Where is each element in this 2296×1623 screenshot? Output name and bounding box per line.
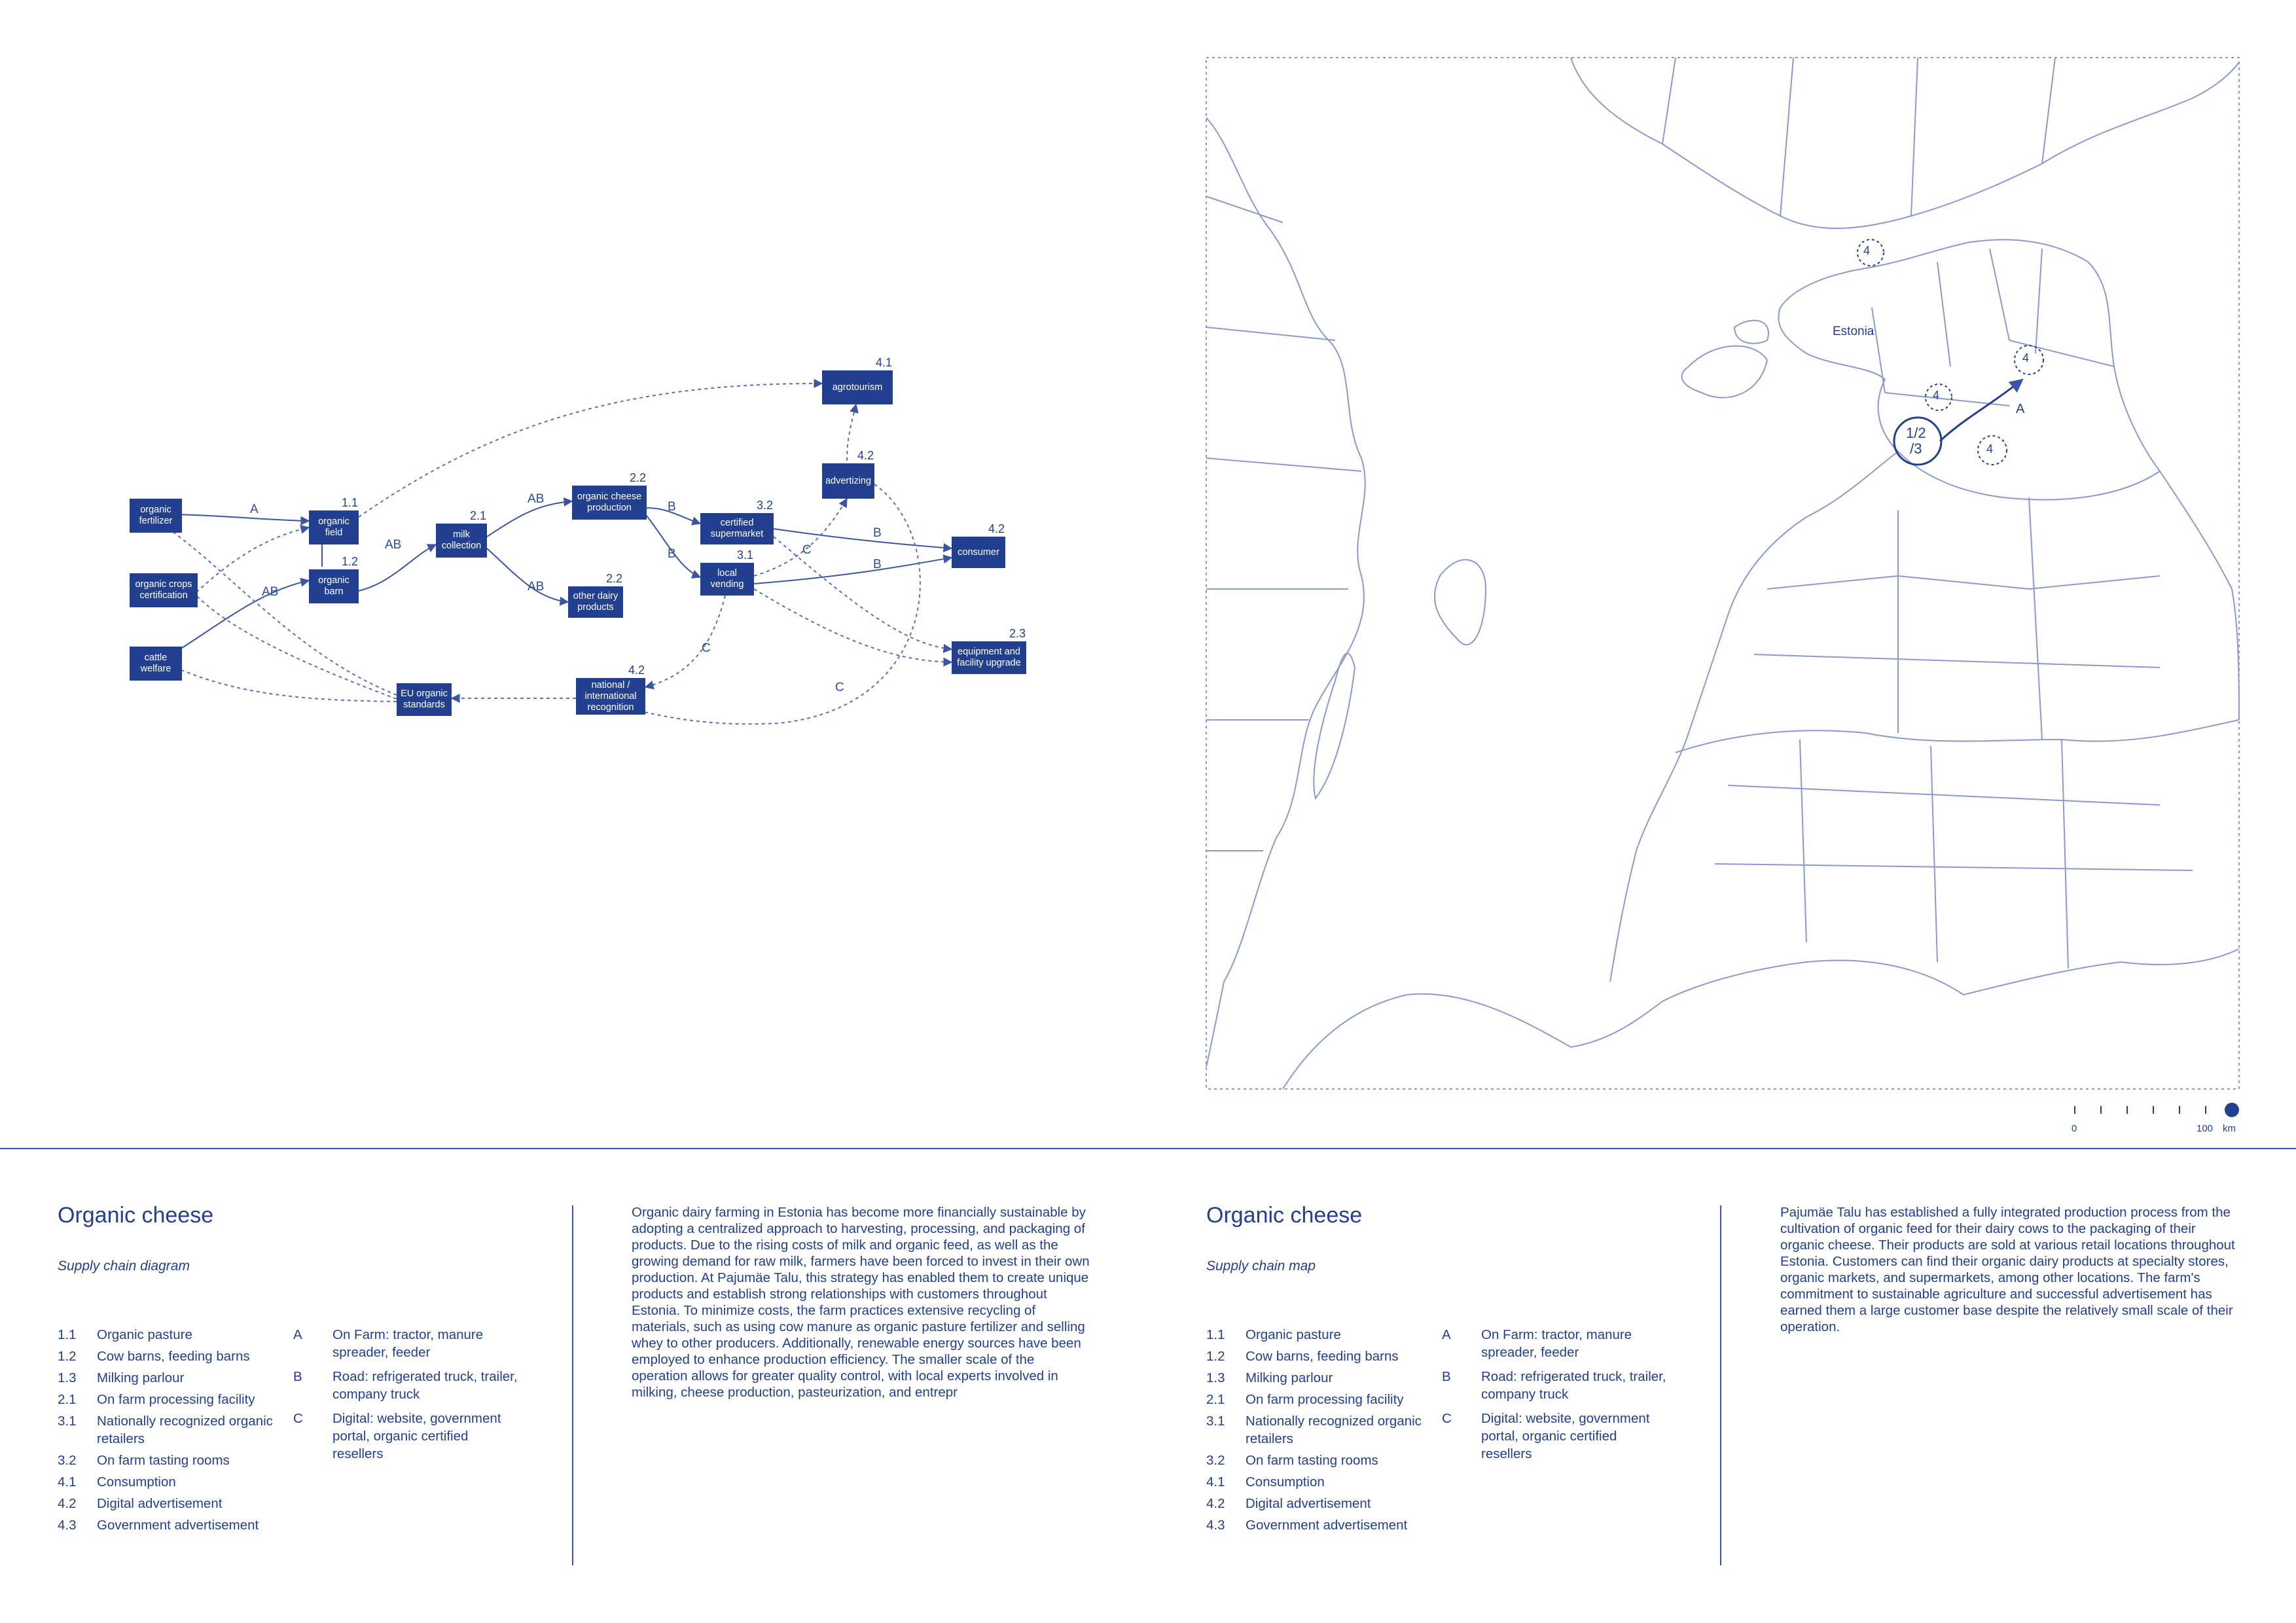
map-country-label: Estonia [1833, 325, 1874, 338]
island-gotland [1435, 560, 1486, 645]
scale-start: 0 [2072, 1123, 2077, 1134]
legend-item [1206, 1369, 1435, 1387]
legend-item [1206, 1495, 1435, 1512]
legend-item [1206, 1516, 1435, 1534]
legend-code: 2.1 [1206, 1392, 1225, 1407]
legend-code: 3.2 [58, 1453, 77, 1468]
legend-code: 1.3 [1206, 1370, 1225, 1385]
legend-code: 1.2 [1206, 1349, 1225, 1364]
legend-code: 4.1 [58, 1474, 77, 1489]
transport-code: B [293, 1369, 302, 1384]
map-marker-label: 4 [1933, 389, 1940, 402]
legend-text: Digital advertisement [97, 1496, 223, 1511]
right-panel-transport-legend [1442, 1326, 1671, 1469]
legend-item [1206, 1412, 1435, 1448]
map-marker-label: 4 [1863, 244, 1871, 257]
node-number: 4.1 [876, 356, 893, 369]
map-route-label: A [2016, 402, 2025, 416]
scale-end: 100 [2197, 1123, 2214, 1134]
legend-code: 1.1 [1206, 1327, 1225, 1342]
legend-text: Consumption [1246, 1474, 1325, 1489]
transport-code: A [1442, 1327, 1451, 1342]
border-latvia-lithuania [1676, 720, 2239, 753]
right-panel-paragraph: Pajumäe Talu has established a fully integrated production process from the cultivation of organic feed for their dairy cows to the packaging of their organic cheese. Their products are sold at various retail locations throughout Estonia. Customers can find their organic dairy products at specialty stores, organic markets, and supermarkets, among other locations. The farm's commitment to sustainable agriculture and successful advertisement has earned them a large customer base despite the relatively small scale of their operation. [1780, 1205, 2235, 1334]
legend-item [1206, 1326, 1435, 1344]
coast-sweden [1206, 118, 1365, 1067]
legend-code: 4.3 [1206, 1518, 1225, 1533]
legend-text: Organic pasture [97, 1327, 192, 1342]
node-number: 1.1 [342, 496, 359, 509]
transport-code: A [293, 1327, 302, 1342]
route-arrow [1940, 380, 2025, 441]
edge-label: AB [528, 580, 545, 594]
node-number: 2.3 [1009, 627, 1026, 640]
right-panel-subtitle: Supply chain map [1206, 1258, 1316, 1274]
legend-text: On farm processing facility [1246, 1392, 1404, 1407]
legend-code: 1.3 [58, 1370, 77, 1385]
border-russia [2160, 471, 2239, 720]
node-advertizing: advertizing [822, 463, 874, 499]
node-organic-field: organic field [309, 510, 359, 544]
right-panel-legend [1206, 1326, 1435, 1538]
left-panel-paragraph: Organic dairy farming in Estonia has become more financially sustainable by adopting a centralized approach to harvesting, processing, and packaging of products. Due to the rising costs of milk and organic feed, as well as the growing demand for raw milk, farmers have been forced to invest in their own production. At Pajumäe Talu, this strategy has enabled them to create unique products and establish strong relationships with customers throughout Estonia. To minimize costs, the farm practices extensive recycling of materials, such as using cow manure as organic pasture fertilizer and selling whey to other producers. Additionally, renewable energy sources have been employed to enhance production efficiency. The smaller scale of the operation allows for greater quality control, with local experts involved in milking, cheese production, pasteurization, and entrepr [632, 1205, 1090, 1400]
coast-estonia [1778, 240, 2160, 499]
edge-label: AB [528, 492, 545, 506]
edge-label: AB [262, 585, 279, 599]
map-marker-label: 4 [2022, 351, 2030, 365]
marker-4-north [1857, 240, 1884, 266]
node-organic-fertilizer: organic fertilizer [130, 499, 182, 533]
legend-text: Cow barns, feeding barns [1246, 1349, 1399, 1364]
left-panel-subtitle: Supply chain diagram [58, 1258, 190, 1274]
edge-label: B [668, 500, 676, 514]
node-eu-standards: EU organic standards [397, 683, 452, 716]
transport-legend-item [1442, 1326, 1671, 1361]
node-consumer: consumer [952, 537, 1005, 568]
node-milk-collection: milk collection [436, 524, 487, 558]
transport-text: On Farm: tractor, manure spreader, feeder [332, 1327, 484, 1360]
transport-text: Road: refrigerated truck, trailer, company truck [332, 1369, 518, 1402]
legend-text: Organic pasture [1246, 1327, 1341, 1342]
node-number: 2.1 [470, 509, 487, 522]
border-lithuania-belarus [1964, 949, 2239, 995]
legend-item [58, 1391, 287, 1408]
island-saaremaa [1682, 346, 1767, 398]
legend-code: 4.2 [1206, 1496, 1225, 1511]
legend-code: 4.1 [1206, 1474, 1225, 1489]
admin-lines-estonia [1872, 249, 2114, 406]
legend-item [1206, 1473, 1435, 1491]
edge-label: C [835, 681, 844, 694]
edge-label: A [250, 503, 259, 516]
scale-bar [2075, 1103, 2238, 1116]
admin-lines-lithuania [1715, 740, 2193, 969]
node-organic-barn: organic barn [309, 569, 359, 603]
transport-code: C [293, 1411, 303, 1426]
map-marker-main-label: 1/2 /3 [1906, 425, 1926, 457]
admin-lines-finland [1662, 58, 2055, 216]
node-number: 4.2 [857, 449, 874, 462]
legend-text: Cow barns, feeding barns [97, 1349, 250, 1364]
legend-item [58, 1495, 287, 1512]
node-cattle-welfare: cattle welfare [130, 647, 182, 681]
legend-text: Milking parlour [97, 1370, 185, 1385]
node-number: 3.1 [737, 548, 754, 562]
legend-item [1206, 1347, 1435, 1365]
legend-text: On farm processing facility [97, 1392, 255, 1407]
transport-code: C [1442, 1411, 1452, 1426]
island-hiiumaa [1734, 321, 1768, 344]
edge-label: B [873, 526, 882, 540]
legend-code: 4.3 [58, 1518, 77, 1533]
node-number: 2.2 [606, 572, 623, 585]
transport-text: Digital: website, government portal, organic certified resellers [1481, 1411, 1650, 1461]
legend-item [58, 1473, 287, 1491]
edge-label: B [668, 547, 676, 561]
legend-item [58, 1369, 287, 1387]
transport-legend-item [293, 1368, 522, 1403]
legend-code: 1.1 [58, 1327, 77, 1342]
node-certified-supermarket: certified supermarket [700, 513, 774, 544]
node-number: 1.2 [342, 555, 359, 568]
legend-code: 3.1 [58, 1414, 77, 1429]
edge-label: C [702, 641, 711, 655]
admin-lines-latvia [1754, 497, 2160, 740]
right-panel-title: Organic cheese [1206, 1203, 1363, 1228]
legend-code: 1.2 [58, 1349, 77, 1364]
legend-code: 4.2 [58, 1496, 77, 1511]
transport-legend-item [1442, 1410, 1671, 1463]
legend-text: Nationally recognized organic retailers [97, 1414, 273, 1446]
transport-code: B [1442, 1369, 1451, 1384]
legend-text: Consumption [97, 1474, 176, 1489]
left-panel-legend [58, 1326, 287, 1538]
coast-latvia [1610, 452, 1898, 982]
node-number: 4.2 [988, 522, 1005, 535]
transport-text: Digital: website, government portal, organic certified resellers [332, 1411, 501, 1461]
legend-text: Nationally recognized organic retailers [1246, 1414, 1422, 1446]
edge-label: AB [385, 538, 402, 552]
north-indicator [2225, 1103, 2238, 1116]
left-panel-transport-legend [293, 1326, 522, 1469]
legend-code: 3.2 [1206, 1453, 1225, 1468]
legend-text: Government advertisement [97, 1518, 259, 1533]
legend-item [1206, 1452, 1435, 1469]
legend-item [58, 1412, 287, 1448]
map-marker-label: 4 [1986, 442, 1994, 455]
legend-text: On farm tasting rooms [1246, 1453, 1378, 1468]
node-agrotourism: agrotourism [822, 370, 893, 404]
node-number: 3.2 [757, 499, 774, 512]
edge-label: C [802, 543, 812, 557]
legend-text: On farm tasting rooms [97, 1453, 230, 1468]
coast-south [1283, 960, 1964, 1089]
admin-lines-sweden [1206, 196, 1361, 851]
node-other-dairy: other dairy products [568, 586, 623, 618]
node-number: 4.2 [628, 664, 645, 677]
left-panel-title: Organic cheese [58, 1203, 214, 1228]
node-organic-crops: organic crops certification [130, 573, 198, 607]
transport-legend-item [1442, 1368, 1671, 1403]
node-national-recognition: national / international recognition [576, 678, 645, 715]
left-panel-divider [572, 1205, 573, 1565]
transport-legend-item [293, 1410, 522, 1463]
edge-label: B [873, 558, 882, 571]
legend-item [58, 1347, 287, 1365]
legend-code: 3.1 [1206, 1414, 1225, 1429]
legend-item [58, 1326, 287, 1344]
node-organic-cheese-production: organic cheese production [572, 486, 647, 520]
legend-item [58, 1516, 287, 1534]
transport-text: Road: refrigerated truck, trailer, company truck [1481, 1369, 1666, 1402]
right-panel-divider [1720, 1205, 1721, 1565]
scale-unit: km [2223, 1123, 2236, 1134]
legend-code: 2.1 [58, 1392, 77, 1407]
legend-item [1206, 1391, 1435, 1408]
legend-text: Digital advertisement [1246, 1496, 1371, 1511]
node-local-vending: local vending [700, 563, 754, 596]
transport-text: On Farm: tractor, manure spreader, feeder [1481, 1327, 1632, 1360]
legend-text: Milking parlour [1246, 1370, 1333, 1385]
legend-item [58, 1452, 287, 1469]
legend-text: Government advertisement [1246, 1518, 1408, 1533]
node-equipment: equipment and facility upgrade [952, 641, 1026, 674]
node-number: 2.2 [630, 471, 647, 484]
transport-legend-item [293, 1326, 522, 1361]
